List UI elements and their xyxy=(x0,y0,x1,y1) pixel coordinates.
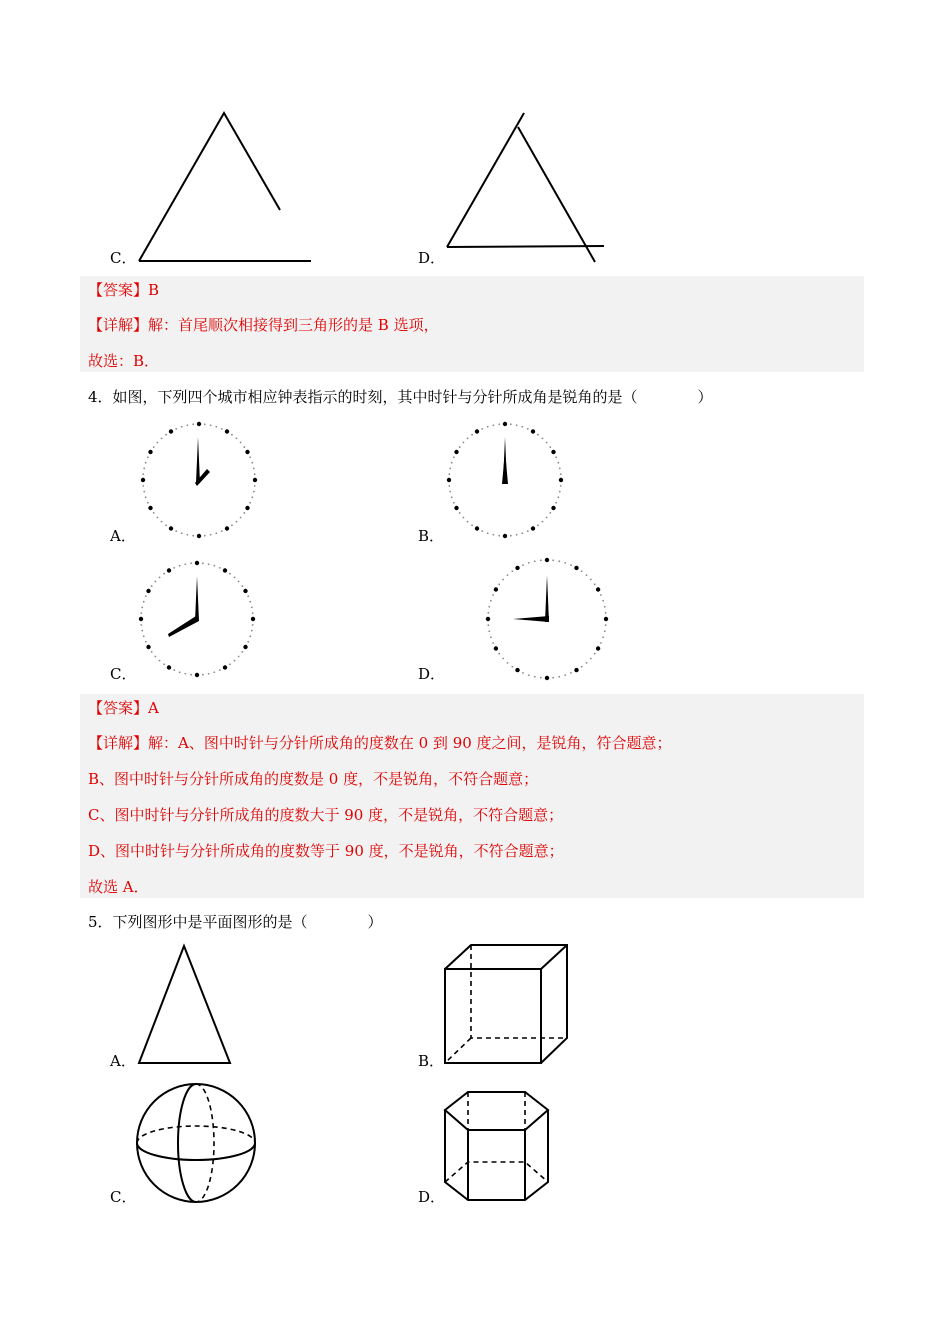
q5-option-a-label: A． xyxy=(110,1052,136,1070)
q4-conclusion: 故选 A． xyxy=(88,878,149,896)
q3-conclusion: 故选：B． xyxy=(88,352,160,370)
q4-line-b: B、图中时针与分针所成角的度数是 0 度，不是锐角，不符合题意； xyxy=(88,770,539,788)
q4-option-c-label: C． xyxy=(110,665,137,683)
q5-option-b-label: B． xyxy=(418,1052,445,1070)
q3-option-d-label: D． xyxy=(418,249,446,267)
q5-stem: 5．下列图形中是平面图形的是（ ） xyxy=(88,913,383,931)
q5-option-d-label: D． xyxy=(418,1188,446,1206)
q4-detail-tag: 【详解】 xyxy=(88,734,149,752)
q3-detail-tag: 【详解】 xyxy=(88,316,149,334)
q4-line-d: D、图中时针与分针所成角的度数等于 90 度，不是锐角，不符合题意； xyxy=(88,842,564,860)
q5-option-c-label: C． xyxy=(110,1188,137,1206)
q3-option-c-label: C． xyxy=(110,249,137,267)
q3-detail-text: 解：首尾顺次相接得到三角形的是 B 选项， xyxy=(148,316,439,334)
q4-answer: 【答案】A xyxy=(88,699,159,717)
q4-option-d-label: D． xyxy=(418,665,446,683)
q4-option-a-label: A． xyxy=(110,527,136,545)
q3-answer: 【答案】B xyxy=(88,281,160,299)
q4-stem: 4．如图，下列四个城市相应钟表指示的时刻，其中时针与分针所成角是锐角的是（ ） xyxy=(88,388,713,406)
q4-line-c: C、图中时针与分针所成角的度数大于 90 度，不是锐角，不符合题意； xyxy=(88,806,564,824)
q4-detail-text: 解：A、图中时针与分针所成角的度数在 0 到 90 度之间，是锐角，符合题意； xyxy=(148,734,672,752)
q4-option-b-label: B． xyxy=(418,527,445,545)
